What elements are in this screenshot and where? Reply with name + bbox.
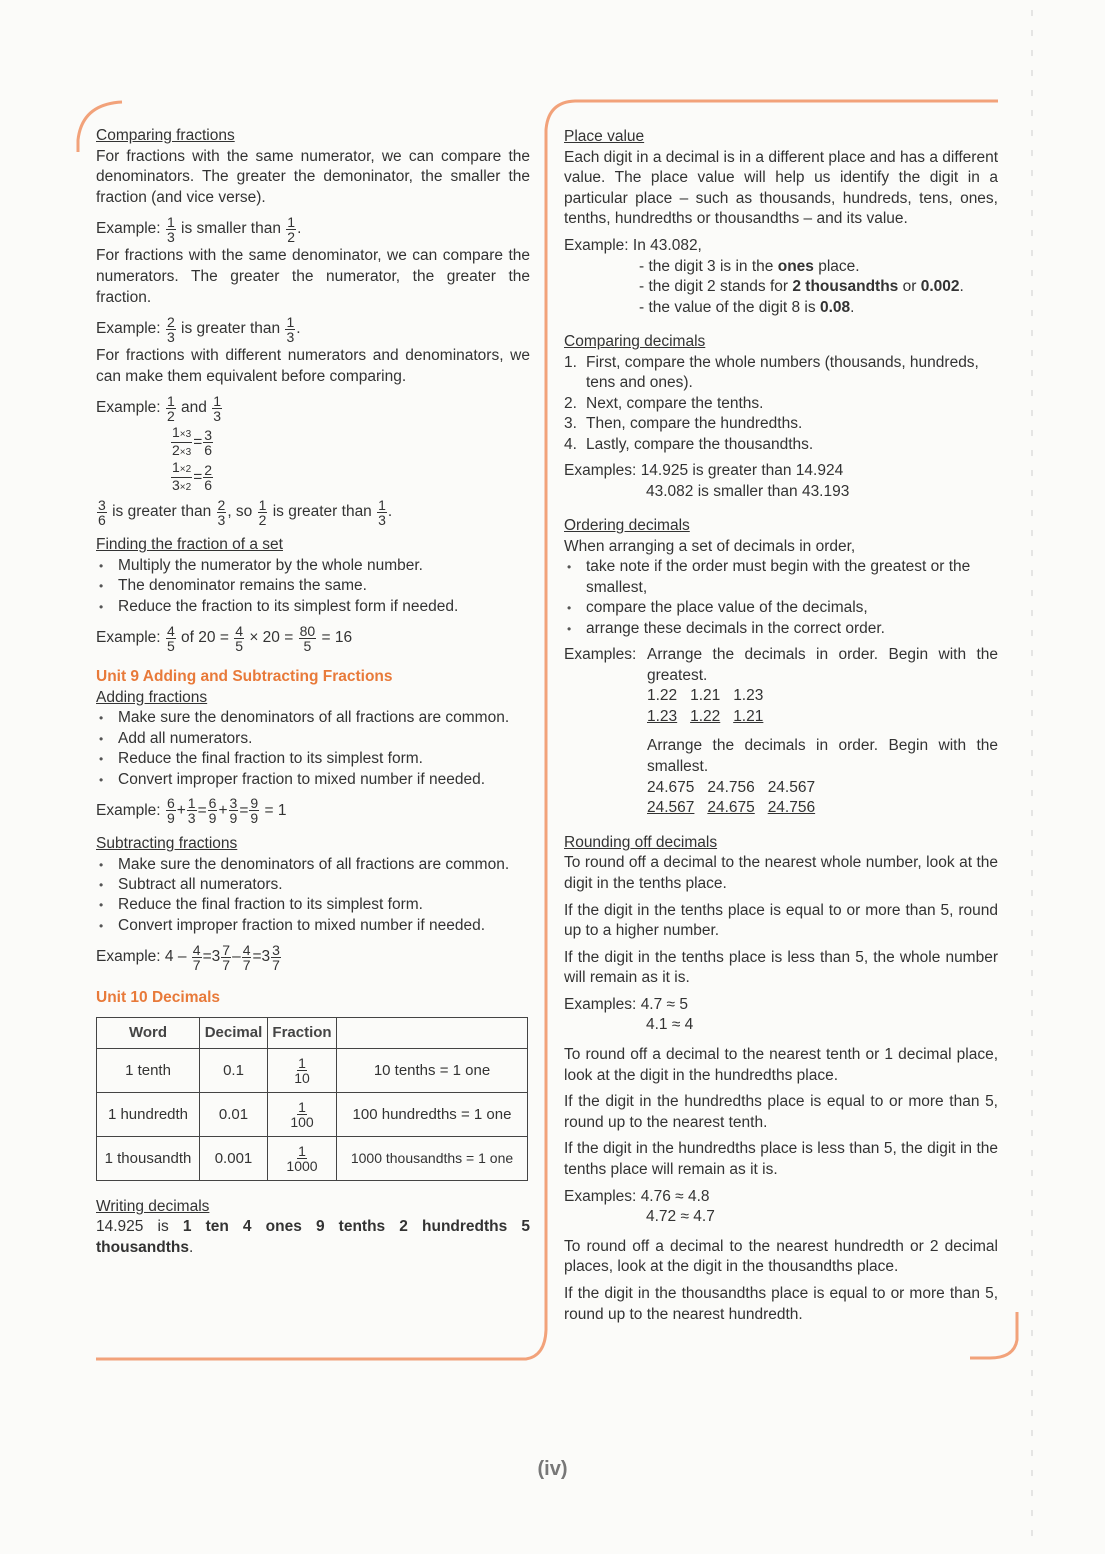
comparing-decimals-example-1: Examples: 14.925 is greater than 14.924 bbox=[564, 461, 844, 479]
list-item: • Reduce the final fraction to its simplest form. bbox=[96, 749, 530, 769]
rounding-example-1b: 4.1 ≈ 4 bbox=[646, 1016, 694, 1034]
table-header bbox=[337, 1017, 528, 1048]
list-item: • Add all numerators. bbox=[96, 729, 530, 749]
list-item: • Reduce the fraction to its simplest form if needed. bbox=[96, 597, 530, 617]
finding-fraction-list bbox=[96, 556, 530, 617]
ordering-example-label: Examples: bbox=[564, 645, 637, 663]
rounding-p4: To round off a decimal to the nearest tenth or 1 decimal place, look at the digit in the hundredths place. bbox=[564, 1046, 998, 1084]
rounding-p1: To round off a decimal to the nearest whole number, look at the digit in the tenths place. bbox=[564, 854, 998, 892]
table-header-row bbox=[97, 1017, 528, 1048]
decimal-table bbox=[96, 1017, 528, 1181]
right-column bbox=[564, 127, 998, 1331]
list-item: • arrange these decimals in the correct order. bbox=[564, 619, 998, 639]
place-value-line-2: - the digit 2 stands for 2 thousandths or 0.002. bbox=[639, 278, 964, 296]
place-value-line-3: - the value of the digit 8 is 0.08. bbox=[639, 298, 855, 316]
place-value-line-1: - the digit 3 is in the ones place. bbox=[639, 257, 860, 275]
ordering-examples bbox=[564, 645, 998, 819]
comparing-fractions-p1: For fractions with the same numerator, we can compare the denominators. The greater the demoninator, the smaller the fraction (and vice verse). bbox=[96, 147, 530, 206]
writing-decimals-heading: Writing decimals bbox=[96, 1197, 210, 1215]
comparing-decimals-example-2: 43.082 is smaller than 43.193 bbox=[646, 482, 850, 500]
table-header: Fraction bbox=[268, 1017, 337, 1048]
finding-example: Example: $\frac{4}{5}$ of 20 = $\frac{4}{5}$ × 20 = $\frac{80}{5}$ = 16 bbox=[96, 622, 353, 654]
comparing-fractions-p2: For fractions with the same denominator, we can compare the numerators. The greater the numerator, the greater the fraction. bbox=[96, 247, 530, 306]
rounding-p5: If the digit in the hundredths place is equal to or more than 5, round up to the nearest tenth. bbox=[564, 1093, 998, 1131]
left-column bbox=[96, 126, 530, 1265]
rounding-p3: If the digit in the tenths place is less than 5, the whole number will remain as it is. bbox=[564, 948, 998, 987]
table-header: Word bbox=[97, 1017, 200, 1048]
list-item: • Convert improper fraction to mixed number if needed. bbox=[96, 916, 530, 936]
list-item: • Make sure the denominators of all fractions are common. bbox=[96, 855, 530, 875]
comparing-fractions-p3: For fractions with different numerators and denominators, we can make them equivalent before comparing. bbox=[96, 347, 530, 385]
rounding-heading: Rounding off decimals bbox=[564, 833, 718, 851]
place-value-heading: Place value bbox=[564, 128, 645, 145]
table-row: 1 tenth 0.1 $\frac{1}{10}$ 10 tenths = 1 one bbox=[97, 1048, 528, 1092]
list-item: • Reduce the final fraction to its simplest form. bbox=[96, 895, 530, 915]
fraction-1-3: $\frac{1}{3}$ bbox=[166, 213, 175, 245]
ordering-intro: When arranging a set of decimals in order, bbox=[564, 537, 856, 555]
rounding-p6: If the digit in the hundredths place is less than 5, the digit in the tenths place will remain as it is. bbox=[564, 1140, 998, 1179]
list-item: • Subtract all numerators. bbox=[96, 875, 530, 895]
rounding-example-2a: Examples: 4.76 ≈ 4.8 bbox=[564, 1187, 710, 1205]
page-number: (iv) bbox=[537, 1458, 568, 1480]
subtracting-example: Example: 4 – $\frac{4}{7}$ =3 $\frac{7}{7}$ – $\frac{4}{7}$ =3 $\frac{3}{7}$ bbox=[96, 941, 280, 973]
writing-decimals-text: 14.925 is 1 ten 4 ones 9 tenths 2 hundredths 5 thousandths. bbox=[96, 1218, 530, 1256]
rounding-p2: If the digit in the tenths place is equal to or more than 5, round up to a higher number. bbox=[564, 901, 998, 940]
rounding-example-2b: 4.72 ≈ 4.7 bbox=[646, 1208, 715, 1226]
fraction-2-3: $\frac{2}{3}$ bbox=[166, 313, 175, 345]
list-item: 2. Next, compare the tenths. bbox=[564, 394, 764, 412]
finding-fraction-heading: Finding the fraction of a set bbox=[96, 536, 283, 554]
equivalent-fraction-2: $\frac{1\times 2}{3\times 2}$ = $\frac{2}{6}$ bbox=[172, 459, 213, 494]
subtracting-fractions-list bbox=[96, 855, 530, 937]
comparison-conclusion: $\frac{3}{6}$ is greater than $\frac{2}{3}$ , so $\frac{1}{2}$ is greater than $\frac{1}{3}$ . bbox=[98, 496, 393, 528]
ordering-example-2-text: Arrange the decimals in order. Begin with the smallest. bbox=[647, 737, 998, 775]
list-item: • Convert improper fraction to mixed number if needed. bbox=[96, 770, 530, 790]
unit-10-title: Unit 10 Decimals bbox=[96, 989, 221, 1007]
comparing-decimals-list bbox=[564, 353, 998, 455]
example-label: Example: bbox=[96, 220, 161, 238]
example-1: Example: $\frac{1}{3}$ is smaller than $\frac{1}{2}$ . bbox=[96, 213, 302, 245]
adding-fractions-heading: Adding fractions bbox=[96, 688, 208, 706]
list-item: • Multiply the numerator by the whole number. bbox=[96, 556, 530, 576]
fraction-1-2: $\frac{1}{2}$ bbox=[287, 213, 296, 245]
fraction-1-3: $\frac{1}{3}$ bbox=[213, 392, 222, 424]
ordering-example-1-text: Arrange the decimals in order. Begin with the greatest. bbox=[647, 645, 998, 684]
fraction-1-3: $\frac{1}{3}$ bbox=[286, 313, 295, 345]
ordering-decimals-heading: Ordering decimals bbox=[564, 517, 690, 535]
ordering-example-2-answer: 24.567 24.675 24.756 bbox=[647, 799, 816, 817]
example-2: Example: $\frac{2}{3}$ is greater than $\frac{1}{3}$ . bbox=[96, 313, 301, 345]
list-item: • The denominator remains the same. bbox=[96, 576, 530, 596]
comparing-decimals-heading: Comparing decimals bbox=[564, 333, 706, 351]
ordering-list bbox=[564, 557, 998, 639]
example-3: Example: $\frac{1}{2}$ and $\frac{1}{3}$ bbox=[96, 392, 222, 424]
list-item: 1. First, compare the whole numbers (thousands, hundreds, tens and ones). bbox=[564, 353, 979, 392]
place-value-example-label: Example: In 43.082, bbox=[564, 236, 702, 254]
list-item: 3. Then, compare the hundredths. bbox=[564, 415, 803, 433]
adding-fractions-list bbox=[96, 708, 530, 790]
equivalent-fraction-1: $\frac{1\times 3}{2\times 3}$ = $\frac{3}{6}$ bbox=[172, 424, 213, 459]
table-header: Decimal bbox=[200, 1017, 268, 1048]
unit-9-title: Unit 9 Adding and Subtracting Fractions bbox=[96, 668, 393, 686]
list-item: • take note if the order must begin with the greatest or the smallest, bbox=[564, 557, 998, 598]
example-text: is smaller than bbox=[181, 220, 281, 238]
ordering-example-2-given: 24.675 24.756 24.567 bbox=[647, 778, 816, 796]
adding-example: Example: $\frac{6}{9}$ + $\frac{1}{3}$ = $\frac{6}{9}$ + $\frac{3}{9}$ = $\frac{9}{9}$ = 1 bbox=[96, 795, 287, 827]
list-item: • compare the place value of the decimals, bbox=[564, 598, 998, 618]
table-row: 1 thousandth 0.001 $\frac{1}{1000}$ 1000 thousandths = 1 one bbox=[97, 1136, 528, 1180]
list-item: • Make sure the denominators of all fractions are common. bbox=[96, 708, 530, 728]
rounding-p8: If the digit in the thousandths place is equal to or more than 5, round up to the nearest hundredth. bbox=[564, 1285, 998, 1323]
comparing-fractions-heading: Comparing fractions bbox=[96, 127, 235, 144]
list-item: 4. Lastly, compare the thousandths. bbox=[564, 435, 814, 453]
table-row: 1 hundredth 0.01 $\frac{1}{100}$ 100 hundredths = 1 one bbox=[97, 1092, 528, 1136]
rounding-example-1a: Examples: 4.7 ≈ 5 bbox=[564, 995, 688, 1013]
place-value-p1: Each digit in a decimal is in a different place and has a different value. The place value will help us identify the digit in a particular place – such as thousands, hundreds, tens, ones, tenths, hundredths or thousandths – and its value. bbox=[564, 148, 998, 228]
fraction-1-2: $\frac{1}{2}$ bbox=[166, 392, 175, 424]
rounding-p7: To round off a decimal to the nearest hundredth or 2 decimal places, look at the digit in the thousandths place. bbox=[564, 1237, 998, 1276]
subtracting-fractions-heading: Subtracting fractions bbox=[96, 834, 238, 852]
ordering-example-1-given: 1.22 1.21 1.23 bbox=[647, 687, 764, 705]
ordering-example-1-answer: 1.23 1.22 1.21 bbox=[647, 707, 764, 725]
